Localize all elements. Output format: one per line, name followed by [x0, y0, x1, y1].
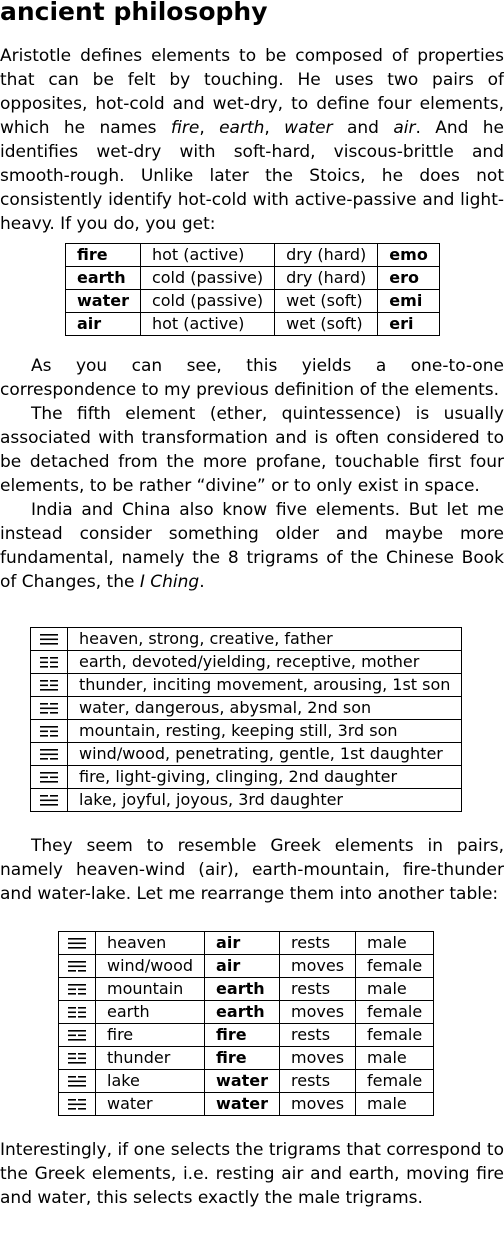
- trigram-symbol-cell: [59, 1093, 96, 1116]
- element-cell: earth: [66, 267, 141, 290]
- table-row: [59, 978, 434, 1001]
- trigram-name-cell: heaven: [96, 932, 205, 955]
- state-cell: rests: [280, 932, 356, 955]
- trigram-name-cell: lake: [96, 1070, 205, 1093]
- temperature-cell: hot (active): [140, 313, 274, 336]
- sex-cell: female: [356, 955, 434, 978]
- temperature-cell: cold (passive): [140, 290, 274, 313]
- element-name-fire: fire: [170, 118, 200, 138]
- table-row: [59, 1024, 434, 1047]
- table-row: [31, 628, 462, 651]
- table-row: [31, 720, 462, 743]
- table-row: [59, 955, 434, 978]
- table-row: [31, 789, 462, 812]
- state-cell: moves: [280, 1093, 356, 1116]
- sex-cell: female: [356, 1001, 434, 1024]
- trigram-wind-icon: [67, 960, 87, 972]
- sex-cell: male: [356, 1047, 434, 1070]
- element-cell: air: [205, 932, 280, 955]
- paragraph-text: Aristotle defines elements to be composed of properties that can be felt by touching. He uses two pairs of opposites, hot-cold and wet-dry, to define four elements, which he names: [0, 46, 504, 138]
- sex-cell: male: [356, 932, 434, 955]
- element-cell: water: [205, 1070, 280, 1093]
- state-cell: rests: [280, 978, 356, 1001]
- trigram-fire-icon: [67, 1029, 87, 1041]
- sex-cell: female: [356, 1024, 434, 1047]
- trigram-water-icon: [67, 1098, 87, 1110]
- trigram-lake-icon: [67, 1075, 87, 1087]
- trigram-water-icon: [39, 702, 59, 714]
- trigram-name-cell: wind/wood: [96, 955, 205, 978]
- trigram-description-cell: thunder, inciting movement, arousing, 1st son: [68, 674, 462, 697]
- table-row: [59, 1070, 434, 1093]
- trigram-symbol-cell: [31, 651, 68, 674]
- separator: ,: [199, 118, 220, 138]
- sex-cell: female: [356, 1070, 434, 1093]
- elements-properties-table: [65, 243, 440, 336]
- temperature-cell: cold (passive): [140, 267, 274, 290]
- element-cell: fire: [205, 1047, 280, 1070]
- element-cell: water: [205, 1093, 280, 1116]
- sex-cell: male: [356, 1093, 434, 1116]
- state-cell: moves: [280, 1001, 356, 1024]
- trigram-symbol-cell: [59, 955, 96, 978]
- paragraph-correspondence: As you can see, this yields a one-to-one correspondence to my previous definition of the elements.: [0, 356, 504, 400]
- paragraph-conclusion: Interestingly, if one selects the trigrams that correspond to the Greek elements, i.e. resting air and earth, moving fire and water, this selects exactly the male trigrams.: [0, 1140, 504, 1208]
- trigram-symbol-cell: [59, 1024, 96, 1047]
- state-cell: moves: [280, 1047, 356, 1070]
- table-row: [31, 651, 462, 674]
- sex-cell: male: [356, 978, 434, 1001]
- trigram-symbol-cell: [31, 674, 68, 697]
- code-cell: emi: [378, 290, 440, 313]
- trigram-wind-icon: [39, 748, 59, 760]
- trigram-name-cell: thunder: [96, 1047, 205, 1070]
- trigram-name-cell: earth: [96, 1001, 205, 1024]
- trigram-description-cell: heaven, strong, creative, father: [68, 628, 462, 651]
- state-cell: rests: [280, 1024, 356, 1047]
- trigram-symbol-cell: [31, 697, 68, 720]
- trigram-thunder-icon: [39, 679, 59, 691]
- state-cell: rests: [280, 1070, 356, 1093]
- table-row: [66, 290, 440, 313]
- moisture-cell: dry (hard): [275, 267, 378, 290]
- state-cell: moves: [280, 955, 356, 978]
- trigram-name-cell: mountain: [96, 978, 205, 1001]
- element-cell: fire: [66, 244, 141, 267]
- table-row: [59, 1001, 434, 1024]
- trigram-symbol-cell: [59, 932, 96, 955]
- table-row: [66, 244, 440, 267]
- moisture-cell: dry (hard): [275, 244, 378, 267]
- table-row: [59, 932, 434, 955]
- table-row: [66, 313, 440, 336]
- table-row: [59, 1047, 434, 1070]
- trigram-symbol-cell: [59, 978, 96, 1001]
- element-name-earth: earth: [219, 118, 265, 138]
- table-row: [66, 267, 440, 290]
- paragraph-trigrams-intro: [0, 498, 504, 594]
- code-cell: ero: [378, 267, 440, 290]
- book-title: I Ching: [139, 572, 200, 592]
- trigram-fire-icon: [39, 771, 59, 783]
- paragraph-text: India and China also know five elements. But let me instead consider something older and maybe more fundamental, namely the 8 trigrams of the Chinese Book of Changes, the: [0, 500, 504, 592]
- trigram-mountain-icon: [67, 983, 87, 995]
- element-cell: water: [66, 290, 141, 313]
- paragraph-aristotle: [0, 44, 504, 236]
- trigram-name-cell: water: [96, 1093, 205, 1116]
- trigram-description-cell: fire, light-giving, clinging, 2nd daughter: [68, 766, 462, 789]
- code-cell: eri: [378, 313, 440, 336]
- element-cell: earth: [205, 978, 280, 1001]
- separator: and: [332, 118, 394, 138]
- trigram-description-cell: wind/wood, penetrating, gentle, 1st daughter: [68, 743, 462, 766]
- temperature-cell: hot (active): [140, 244, 274, 267]
- trigram-description-cell: water, dangerous, abysmal, 2nd son: [68, 697, 462, 720]
- table-row: [31, 743, 462, 766]
- table-row: [31, 766, 462, 789]
- trigram-symbol-cell: [59, 1001, 96, 1024]
- trigram-name-cell: fire: [96, 1024, 205, 1047]
- trigram-description-cell: mountain, resting, keeping still, 3rd son: [68, 720, 462, 743]
- table-row: [31, 674, 462, 697]
- trigram-symbol-cell: [31, 720, 68, 743]
- trigram-earth-icon: [39, 656, 59, 668]
- page-title: ancient philosophy: [0, 0, 268, 26]
- moisture-cell: wet (soft): [275, 290, 378, 313]
- trigram-symbol-cell: [59, 1047, 96, 1070]
- element-name-air: air: [393, 118, 416, 138]
- trigram-thunder-icon: [67, 1052, 87, 1064]
- trigrams-elements-table: [58, 931, 434, 1116]
- trigram-symbol-cell: [31, 766, 68, 789]
- trigram-heaven-icon: [67, 937, 87, 949]
- element-cell: fire: [205, 1024, 280, 1047]
- trigram-description-cell: earth, devoted/yielding, receptive, mother: [68, 651, 462, 674]
- trigram-description-cell: lake, joyful, joyous, 3rd daughter: [68, 789, 462, 812]
- moisture-cell: wet (soft): [275, 313, 378, 336]
- paragraph-pairs: They seem to resemble Greek elements in pairs, namely heaven-wind (air), earth-mountain, fire-thunder and water-lake. Let me rearrange them into another table:: [0, 836, 504, 904]
- separator: ,: [264, 118, 285, 138]
- trigram-symbol-cell: [59, 1070, 96, 1093]
- trigram-symbol-cell: [31, 628, 68, 651]
- trigram-earth-icon: [67, 1006, 87, 1018]
- paragraph-text: .: [199, 572, 205, 592]
- code-cell: emo: [378, 244, 440, 267]
- paragraph-text: . And he identifies wet-dry with soft-hard, viscous-brittle and smooth-rough. Unlike later the Stoics, he does not consistently identify hot-cold with active-passive and light-heavy. If you do, you get:: [0, 118, 504, 234]
- paragraph-fifth-element: The fifth element (ether, quintessence) is usually associated with transformation and is often considered to be detached from the more profane, touchable first four elements, to be rather “divine” or to only exist in space.: [0, 404, 504, 496]
- trigrams-table: [30, 627, 462, 812]
- element-cell: air: [205, 955, 280, 978]
- trigram-heaven-icon: [39, 633, 59, 645]
- element-cell: air: [66, 313, 141, 336]
- element-cell: earth: [205, 1001, 280, 1024]
- trigram-symbol-cell: [31, 789, 68, 812]
- trigram-symbol-cell: [31, 743, 68, 766]
- table-row: [59, 1093, 434, 1116]
- table-row: [31, 697, 462, 720]
- trigram-lake-icon: [39, 794, 59, 806]
- trigram-mountain-icon: [39, 725, 59, 737]
- element-name-water: water: [284, 118, 333, 138]
